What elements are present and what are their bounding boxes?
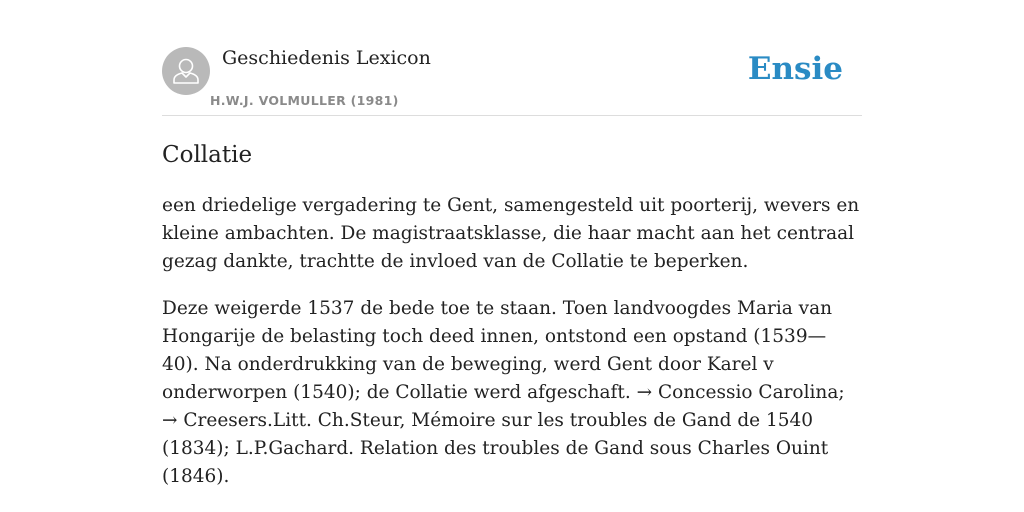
entry-body [162, 192, 862, 510]
entry-title: Collatie [162, 142, 253, 168]
body-paragraph: een driedelige vergadering te Gent, samengesteld uit poorterij, wevers en kleine ambachten. De magistraatsklasse, die haar macht aan het centraal gezag dankte, trachtte de invloed van de Collatie te beperken. [162, 195, 860, 272]
page-content [162, 0, 862, 487]
author-link[interactable]: H.W.J. VOLMULLER (1981) [210, 93, 399, 108]
source-title-link[interactable]: Geschiedenis Lexicon [222, 47, 431, 69]
user-silhouette-icon [162, 47, 210, 95]
source-header [162, 0, 862, 116]
body-paragraph: Deze weigerde 1537 de bede toe te staan. Toen landvoogdes Maria van Hongarije de belasting toch deed innen, ontstond een opstand (1539—40). Na onderdrukking van de beweging, werd Gent door Karel v onderworpen (1540); de Collatie werd afgeschaft. → Concessio Carolina; → Creesers.Litt. Ch.Steur, Mémoire sur les troubles de Gand de 1540 (1834); L.P.Gachard. Relation des troubles de Gand sous Charles Ouint (1846). [162, 298, 845, 487]
ensie-logo[interactable]: Ensie [747, 51, 843, 87]
avatar[interactable] [162, 47, 210, 95]
